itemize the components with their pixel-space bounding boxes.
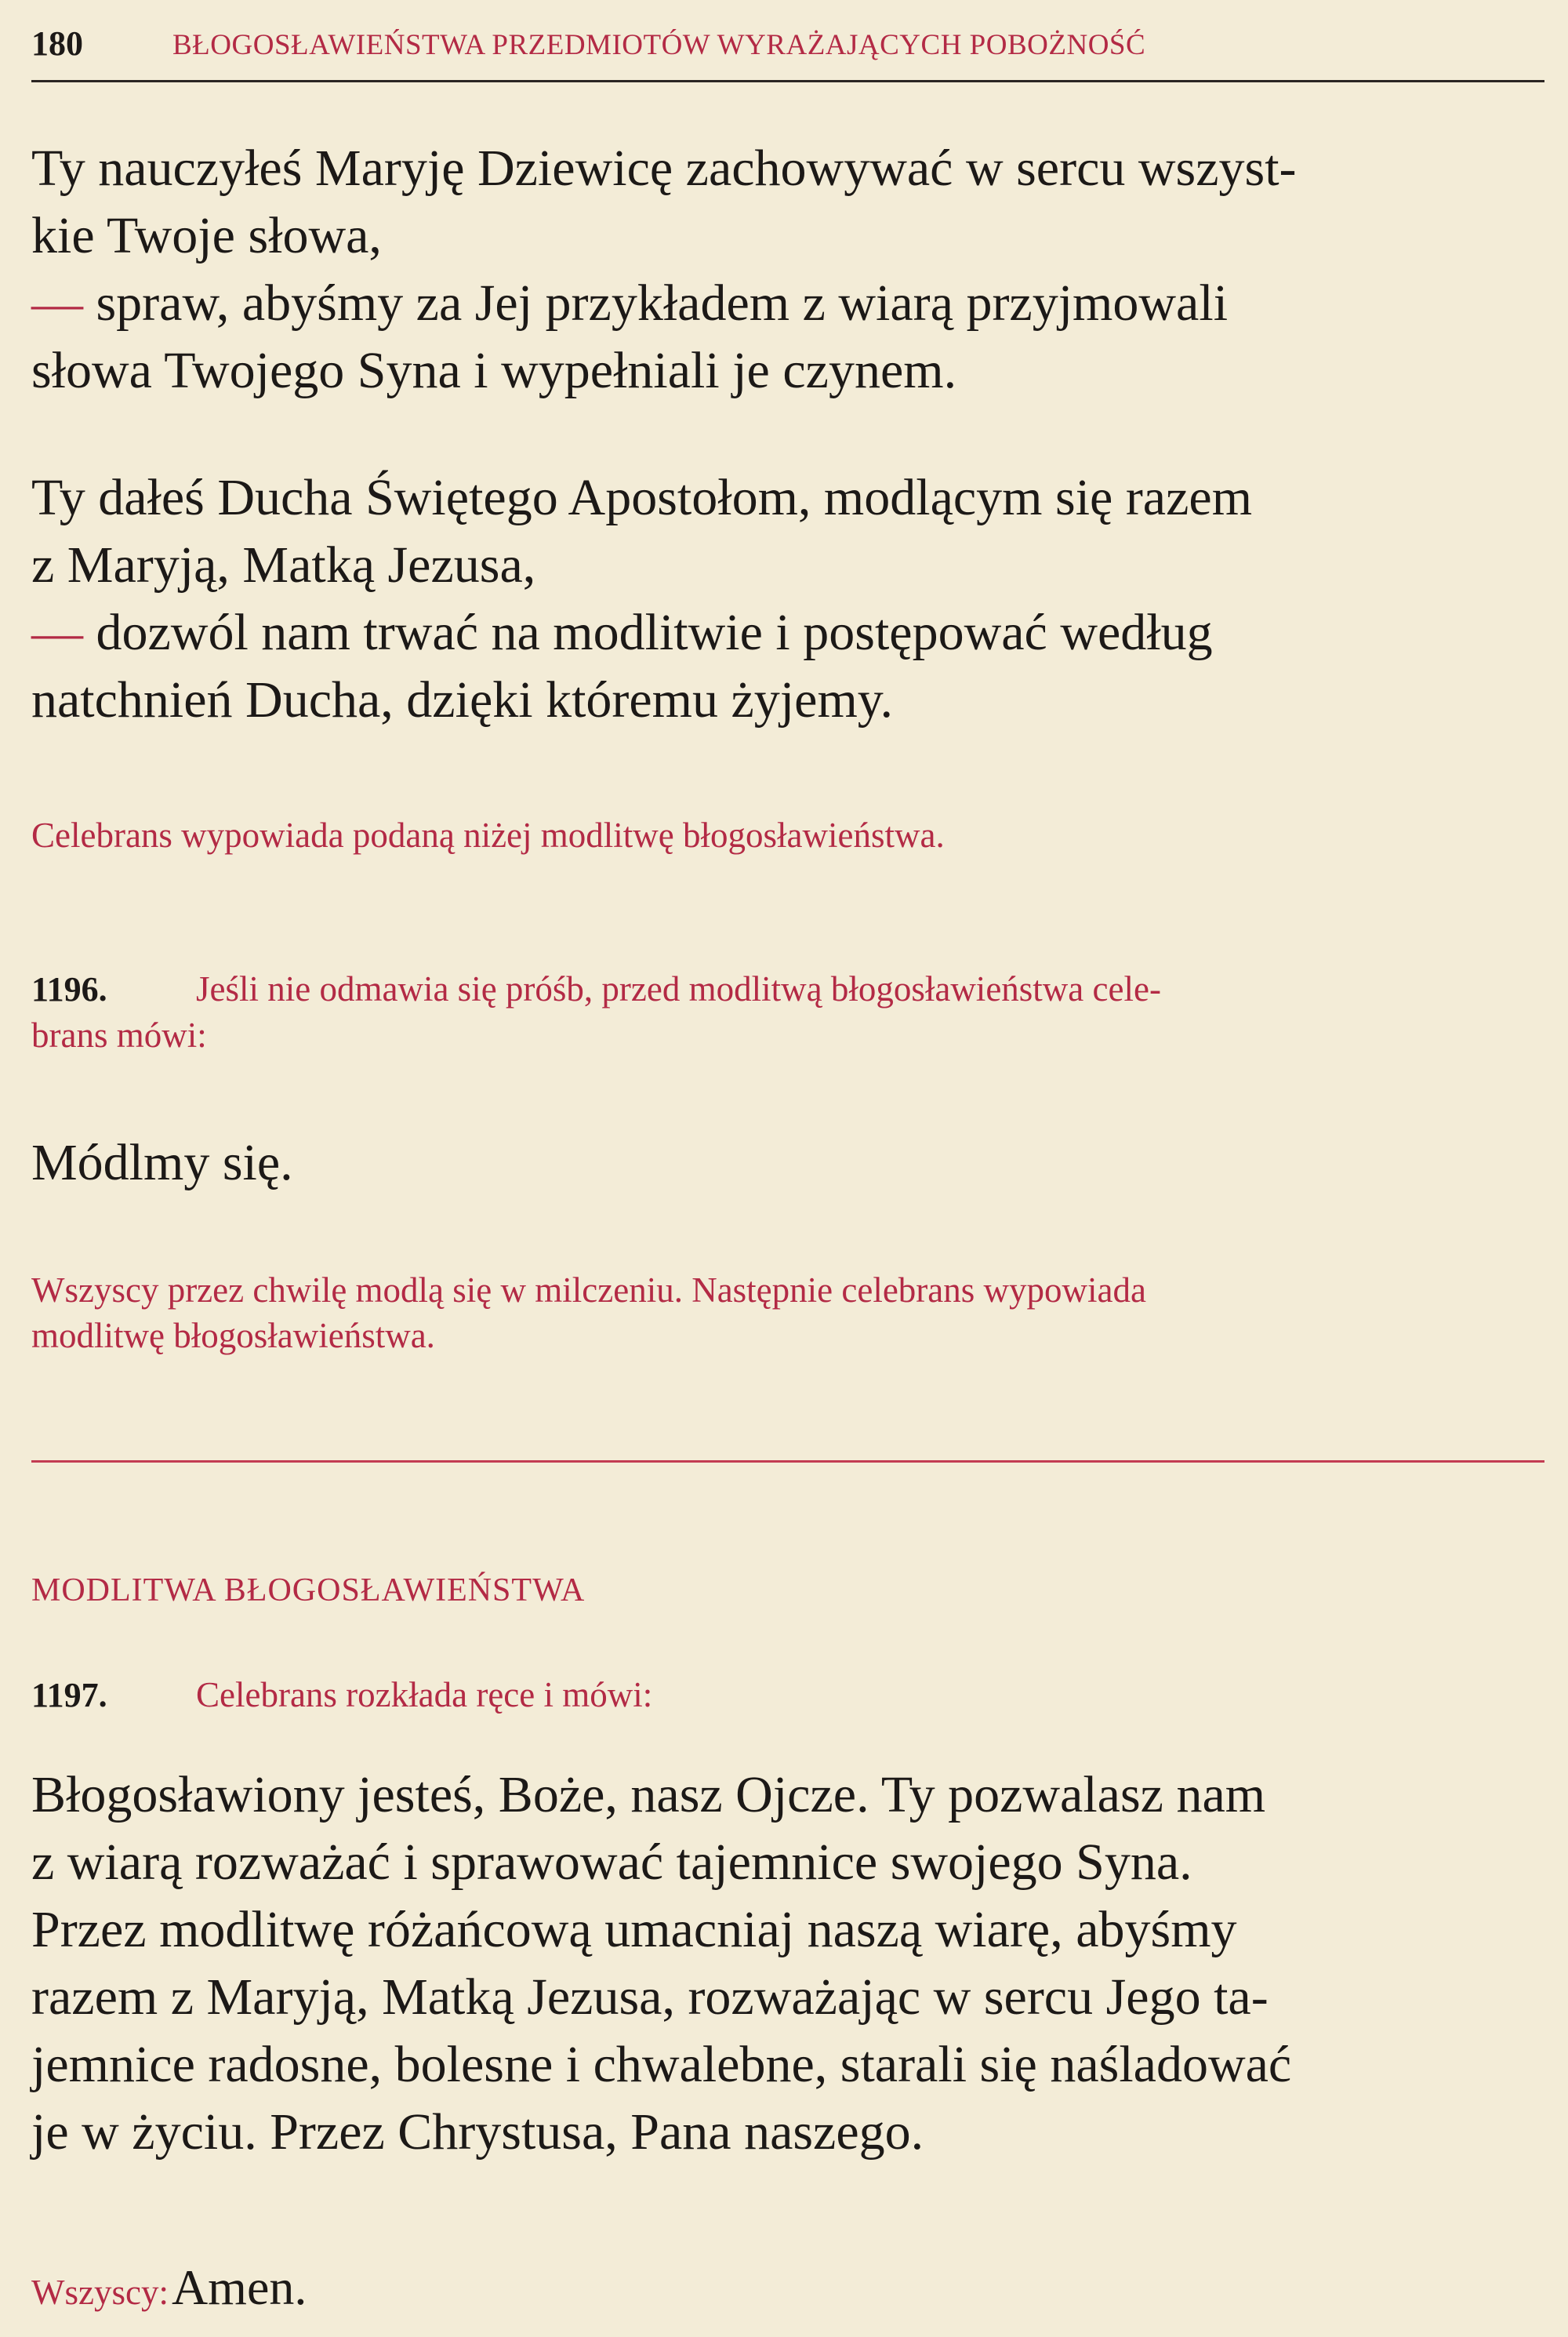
section-number: 1197. — [31, 1676, 107, 1714]
intercession-2 — [31, 464, 1544, 734]
response-dash: — — [31, 604, 83, 661]
header-rule — [31, 80, 1544, 82]
intercession-2-line-d: natchnień Ducha, dzięki któremu żyjemy. — [31, 671, 893, 729]
section-1196-line-a — [31, 966, 1544, 1012]
section-1197 — [31, 1672, 1544, 1718]
section-title: MODLITWA BŁOGOSŁAWIEŃSTWA — [31, 1572, 586, 1608]
response-label: Wszyscy: — [31, 2273, 169, 2312]
intercession-2-line-b: z Maryją, Matką Jezusa, — [31, 536, 536, 594]
rubric-celebrant: Celebrans wypowiada podaną niżej modlitwę błogosławieństwa. — [31, 816, 945, 855]
section-divider — [31, 1460, 1544, 1463]
intercession-2-line-c: dozwól nam trwać na modlitwie i postępować według — [83, 604, 1213, 661]
blessing-line-3: Przez modlitwę różańcową umacniaj naszą wiarę, abyśmy — [31, 1901, 1237, 1958]
response-amen — [31, 2259, 1544, 2317]
response-dash: — — [31, 274, 83, 332]
intercession-1-line-d: słowa Twojego Syna i wypełniali je czynem. — [31, 342, 957, 399]
blessing-line-4: razem z Maryją, Matką Jezusa, rozważając w sercu Jego ta- — [31, 1968, 1269, 2026]
blessing-line-1: Błogosławiony jesteś, Boże, nasz Ojcze. Ty pozwalasz nam — [31, 1766, 1266, 1823]
intercession-1-line-a: Ty nauczyłeś Maryję Dziewicę zachowywać w sercu wszyst- — [31, 140, 1297, 197]
section-1196-rubric-a: Jeśli nie odmawia się próśb, przed modlitwą błogosławieństwa cele- — [196, 969, 1161, 1009]
page-number: 180 — [31, 24, 83, 63]
rubric-silence-line-b: modlitwę błogosławieństwa. — [31, 1316, 435, 1355]
intercession-1-line-b: kie Twoje słowa, — [31, 207, 382, 264]
intercession-2-response — [31, 599, 1544, 667]
let-us-pray: Módlmy się. — [31, 1134, 293, 1191]
rubric-silence-line-a: Wszyscy przez chwilę modlą się w milczeniu. Następnie celebrans wypowiada — [31, 1270, 1146, 1310]
running-title: BŁOGOSŁAWIEŃSTWA PRZEDMIOTÓW WYRAŻAJĄCYCH POBOŻNOŚĆ — [172, 29, 1146, 61]
section-number: 1196. — [31, 970, 107, 1009]
rubric-silence — [31, 1267, 1544, 1358]
intercession-1 — [31, 135, 1544, 405]
page-header — [31, 17, 1544, 80]
blessing-line-6: je w życiu. Przez Chrystusa, Pana naszego. — [31, 2103, 924, 2161]
section-1196 — [31, 966, 1544, 1058]
blessing-line-5: jemnice radosne, bolesne i chwalebne, starali się naśladować — [31, 2036, 1292, 2093]
book-page — [31, 0, 1544, 2337]
intercession-2-line-a: Ty dałeś Ducha Świętego Apostołom, modlącym się razem — [31, 469, 1253, 526]
intercession-1-response — [31, 270, 1544, 337]
blessing-prayer — [31, 1761, 1544, 2166]
section-1196-rubric-b: brans mówi: — [31, 1016, 207, 1055]
blessing-line-2: z wiarą rozważać i sprawować tajemnice swojego Syna. — [31, 1834, 1192, 1891]
intercession-1-line-c: spraw, abyśmy za Jej przykładem z wiarą przyjmowali — [83, 274, 1229, 332]
response-text: Amen. — [171, 2259, 307, 2315]
section-1197-rubric: Celebrans rozkłada ręce i mówi: — [196, 1675, 653, 1714]
